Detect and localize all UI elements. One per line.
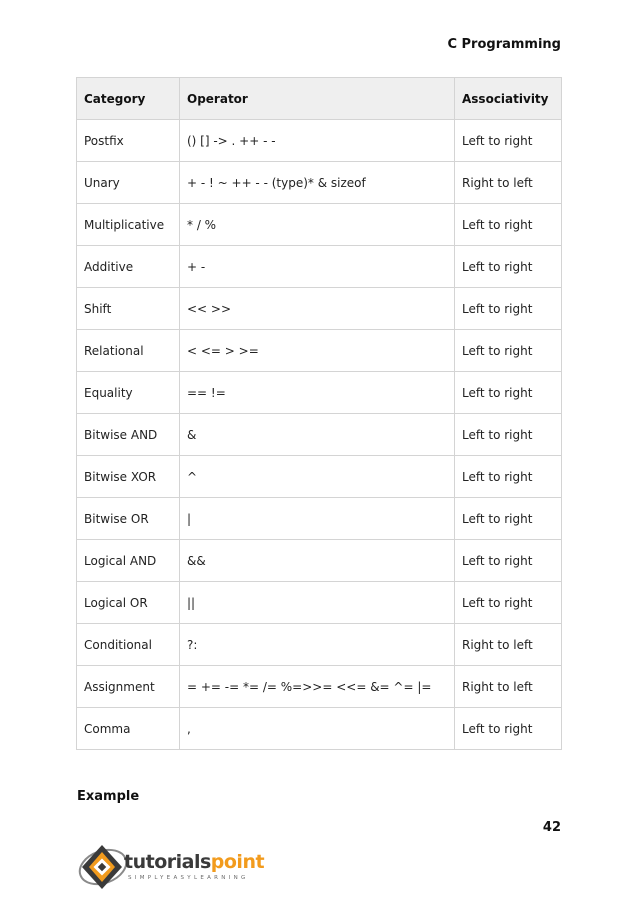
cell-operator: && [180,540,455,582]
running-header: C Programming [447,37,561,52]
logo-word-accent: point [210,851,265,873]
cell-category: Postfix [77,120,180,162]
column-header-associativity: Associativity [455,78,562,120]
cell-category: Shift [77,288,180,330]
logo-wordmark [124,851,264,873]
cell-category: Logical OR [77,582,180,624]
cell-associativity: Left to right [455,456,562,498]
cell-operator: | [180,498,455,540]
cell-category: Additive [77,246,180,288]
cell-associativity: Left to right [455,582,562,624]
logo-word-main: tutorials [124,851,211,873]
cell-associativity: Left to right [455,708,562,750]
cell-operator: () [] -> . ++ - - [180,120,455,162]
cell-associativity: Left to right [455,498,562,540]
cell-category: Equality [77,372,180,414]
cell-category: Conditional [77,624,180,666]
table-row [77,330,562,372]
table-row [77,498,562,540]
cell-associativity: Left to right [455,414,562,456]
section-heading: Example [77,789,140,804]
tutorialspoint-logo [78,841,265,893]
table-row [77,162,562,204]
table-header-row [77,78,562,120]
cell-category: Comma [77,708,180,750]
column-header-category: Category [77,78,180,120]
table-header [77,78,562,120]
table-row [77,540,562,582]
cell-category: Bitwise AND [77,414,180,456]
cell-operator: || [180,582,455,624]
cell-category: Unary [77,162,180,204]
table-row [77,372,562,414]
table-row [77,204,562,246]
table-row [77,582,562,624]
cell-operator: < <= > >= [180,330,455,372]
cell-associativity: Left to right [455,372,562,414]
cell-operator: ^ [180,456,455,498]
column-header-operator: Operator [180,78,455,120]
logo-tagline: SIMPLYEASYLEARNING [128,875,249,881]
cell-associativity: Left to right [455,288,562,330]
table-row [77,414,562,456]
table-row [77,624,562,666]
table-row [77,246,562,288]
cell-category: Bitwise OR [77,498,180,540]
cell-category: Logical AND [77,540,180,582]
cell-operator: << >> [180,288,455,330]
cell-category: Relational [77,330,180,372]
operator-precedence-table [76,77,562,750]
table-row [77,666,562,708]
table-row [77,120,562,162]
cell-associativity: Right to left [455,666,562,708]
table-row [77,456,562,498]
cell-operator: + - ! ~ ++ - - (type)* & sizeof [180,162,455,204]
table-row [77,708,562,750]
cell-associativity: Left to right [455,540,562,582]
cell-category: Assignment [77,666,180,708]
cell-operator: ?: [180,624,455,666]
cell-associativity: Left to right [455,204,562,246]
cell-category: Bitwise XOR [77,456,180,498]
table-body [77,120,562,750]
cell-operator: * / % [180,204,455,246]
cell-operator: == != [180,372,455,414]
cell-operator: + - [180,246,455,288]
table-row [77,288,562,330]
cell-associativity: Right to left [455,624,562,666]
cell-category: Multiplicative [77,204,180,246]
cell-operator: = += -= *= /= %=>>= <<= &= ^= |= [180,666,455,708]
cell-operator: & [180,414,455,456]
cell-associativity: Left to right [455,246,562,288]
page-number: 42 [542,820,561,835]
cell-associativity: Left to right [455,330,562,372]
cell-operator: , [180,708,455,750]
cell-associativity: Left to right [455,120,562,162]
cell-associativity: Right to left [455,162,562,204]
